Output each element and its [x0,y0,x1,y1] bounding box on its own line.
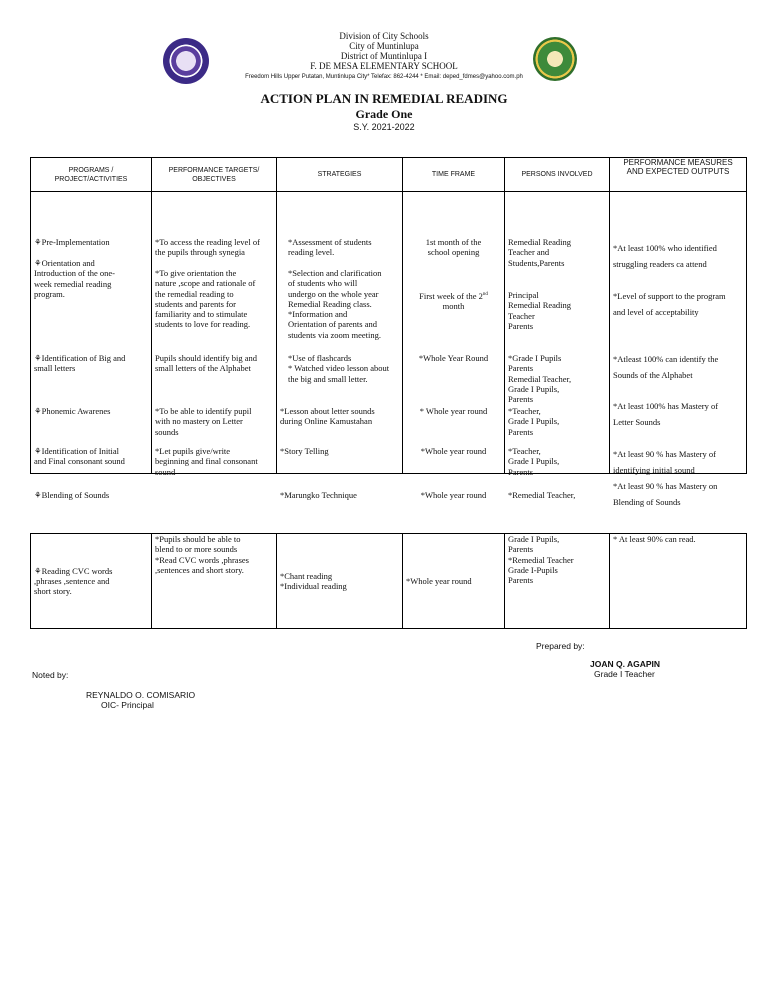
persons-item: Grade I Pupils, Parents *Remedial Teacher Grade I-Pupils Parents [505,534,610,629]
col-header-targets: PERFORMANCE TARGETS/ OBJECTIVES [152,158,277,192]
action-plan-table [30,157,747,507]
col-header-strategies: STRATEGIES [277,158,403,192]
program-item: ⚘Identification of Initial and Final consonant sound [34,446,125,467]
timeframe-cell [403,192,505,500]
col-header-programs: PROGRAMS / PROJECT/ACTIVITIES [31,158,152,192]
programs-cell [31,192,152,500]
school-address: Freedom Hills Upper Putatan, Muntinlupa City* Telefax: 862-4244 * Email: deped_fdmes@yahoo.com.ph [245,74,523,80]
targets-cell [152,192,277,477]
district-line: District of Muntinlupa I [340,51,428,61]
target-item: *Let pupils give/write beginning and final consonant sound [155,446,258,477]
measure-item: *At least 90 % has Mastery on Blending of Sounds [613,481,718,507]
measures-cell [610,192,747,507]
prepared-by-title: Grade I Teacher [594,669,655,679]
timeframe-item: First week of the 2nd month [419,290,488,312]
program-item: ⚘Pre-Implementation [34,237,110,247]
persons-item: *Remedial Teacher, [508,490,576,500]
timeframe-item: *Whole year round [420,490,487,500]
target-item: *To be able to identify pupil with no mastery on Letter sounds [155,406,252,437]
noted-by-title: OIC- Principal [101,700,154,710]
program-item: ⚘Identification of Big and small letters [34,353,126,374]
timeframe-item: *Whole year round [420,446,487,456]
col-header-measures: PERFORMANCE MEASURES AND EXPECTED OUTPUTS [610,158,747,192]
city-line: City of Muntinlupa [349,41,419,51]
timeframe-item: * Whole year round [419,406,488,416]
persons-item: *Teacher, Grade I Pupils, Parents [508,406,560,437]
target-item: *To access the reading level of the pupils through synegia [155,237,260,258]
measure-item: * At least 90% can read. [610,534,747,629]
timeframe-item: *Whole year round [403,534,505,629]
table-row [31,192,747,474]
page-subtitle: Grade One [355,107,413,121]
persons-item: *Grade I Pupils Parents Remedial Teacher, Grade I Pupils, Parents [508,353,572,405]
page-title: ACTION PLAN IN REMEDIAL READING [260,91,508,106]
persons-cell [505,192,610,500]
measure-item: *Level of support to the program and level of acceptability [613,291,726,317]
target-item: *Pupils should be able to blend to or more sounds *Read CVC words ,phrases ,sentences and short story. [152,534,277,629]
school-year: S.Y. 2021-2022 [353,122,415,132]
strategy-item: *Chant reading *Individual reading [277,534,403,629]
program-item: ⚘Orientation and Introduction of the one- week remedial reading program. [34,258,115,299]
target-item: Pupils should identify big and small letters of the Alphabet [155,353,257,374]
school-name: F. DE MESA ELEMENTARY SCHOOL [310,61,458,71]
prepared-by-label: Prepared by: [536,641,585,651]
persons-item: *Teacher, Grade I Pupils, Parents [508,446,560,477]
measure-item: *At least 90 % has Mastery of identifying initial sound [613,449,716,475]
strategy-item: *Lesson about letter sounds during Online Kamustahan [280,406,375,427]
noted-by-name: REYNALDO O. COMISARIO [86,690,196,700]
persons-item: Remedial Reading Teacher and Students,Parents [508,237,572,268]
prepared-by-name: JOAN Q. AGAPIN [590,659,661,669]
measure-item: *At least 100% who identified struggling readers ca attend [613,243,717,269]
strategy-item: *Use of flashcards * Watched video lesson about the big and small letter. [288,353,390,384]
target-item: *To give orientation the nature ,scope and rationale of the remedial reading to students and parents for familiarity and to stimulate students to love for reading. [155,268,256,330]
strategy-item: *Selection and clarification of students who will undergo on the whole year Remedial Reading class. *Information and Orientation of parents and students via zoom meeting. [288,268,382,340]
persons-item: Principal Remedial Reading Teacher Parents [508,290,572,331]
program-item: ⚘Phonemic Awarenes [34,406,111,416]
col-header-persons: PERSONS INVOLVED [505,158,610,192]
strategy-item: *Marungko Technique [280,490,357,500]
measure-item: *Atleast 100% can identify the Sounds of the Alphabet [613,354,719,380]
strategy-item: *Assessment of students reading level. [288,237,372,258]
strategy-item: *Story Telling [280,446,329,456]
table-header-row [31,158,747,192]
noted-by-label: Noted by: [32,670,69,680]
program-item: ⚘Reading CVC words ,phrases ,sentence and short story. [31,534,152,629]
timeframe-item: *Whole Year Round [418,353,489,363]
table-row [31,534,747,629]
program-item: ⚘Blending of Sounds [34,490,110,500]
measure-item: *At least 100% has Mastery of Letter Sounds [613,401,719,427]
col-header-timeframe: TIME FRAME [403,158,505,192]
division-line: Division of City Schools [339,31,429,41]
timeframe-item: 1st month of the school opening [425,237,482,258]
strategies-cell [277,192,403,500]
action-plan-table-continued [30,533,747,629]
